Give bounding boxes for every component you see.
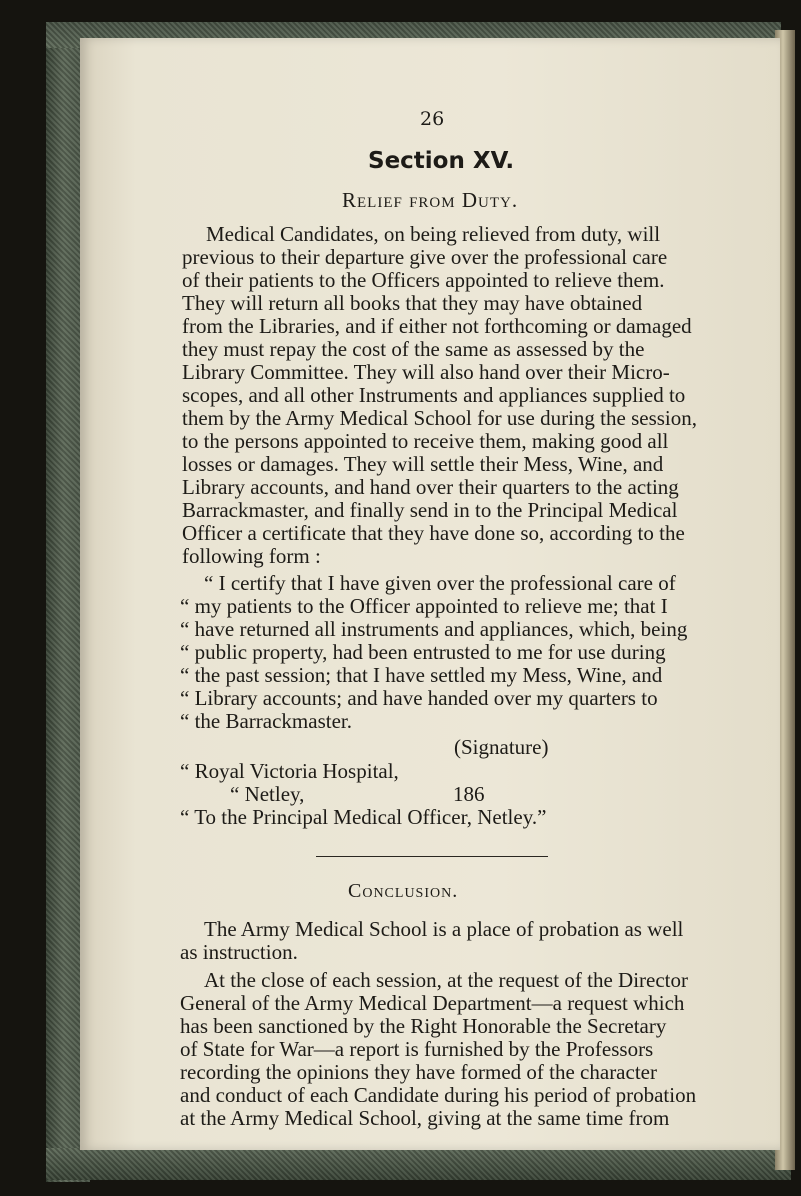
- text-line: Officer a certificate that they have done so, according to the: [182, 521, 685, 545]
- text-line: them by the Army Medical School for use during the session,: [182, 406, 698, 430]
- certificate-line: “ the past session; that I have settled my Mess, Wine, and: [180, 663, 663, 687]
- section-divider: [316, 856, 548, 857]
- text-line: recording the opinions they have formed of the character: [180, 1060, 657, 1084]
- text-line: has been sanctioned by the Right Honorable the Secretary: [180, 1014, 667, 1038]
- text-line: losses or damages. They will settle their Mess, Wine, and: [182, 452, 664, 476]
- text-line: Library accounts, and hand over their quarters to the acting: [182, 475, 679, 499]
- certificate-line: “ have returned all instruments and appliances, which, being: [180, 617, 688, 641]
- text-line: at the Army Medical School, giving at the same time from: [180, 1106, 670, 1130]
- certificate-line: “ I certify that I have given over the professional care of: [204, 571, 676, 595]
- certificate-line: “ Library accounts; and have handed over my quarters to: [180, 686, 658, 710]
- text-line: they must repay the cost of the same as assessed by the: [182, 337, 645, 361]
- text-line: They will return all books that they may have obtained: [182, 291, 643, 315]
- text-line: following form :: [182, 544, 321, 568]
- text-line: Barrackmaster, and finally send in to the Principal Medical: [182, 498, 678, 522]
- certificate-line: “ the Barrackmaster.: [180, 709, 352, 733]
- address-line: “ To the Principal Medical Officer, Netley.”: [180, 805, 547, 829]
- page-number: 26: [420, 108, 445, 130]
- text-line: as instruction.: [180, 940, 298, 964]
- year-blank: 186: [453, 782, 485, 806]
- signature-label: (Signature): [454, 735, 549, 759]
- address-line: “ Royal Victoria Hospital,: [180, 759, 399, 783]
- text-line: At the close of each session, at the request of the Director: [204, 968, 688, 992]
- text-line: previous to their departure give over the professional care: [182, 245, 668, 269]
- text-line: and conduct of each Candidate during his period of probation: [180, 1083, 697, 1107]
- text-line: scopes, and all other Instruments and appliances supplied to: [182, 383, 686, 407]
- text-line: of State for War—a report is furnished by the Professors: [180, 1037, 654, 1061]
- subsection-title: Relief from Duty.: [342, 188, 519, 212]
- certificate-line: “ my patients to the Officer appointed to relieve me; that I: [180, 594, 668, 618]
- certificate-line: “ public property, had been entrusted to me for use during: [180, 640, 666, 664]
- text-line: from the Libraries, and if either not forthcoming or damaged: [182, 314, 692, 338]
- text-line: Medical Candidates, on being relieved from duty, will: [206, 222, 661, 246]
- conclusion-title: Conclusion.: [348, 880, 459, 902]
- section-title: Section XV.: [368, 148, 515, 174]
- text-line: Library Committee. They will also hand over their Micro-: [182, 360, 670, 384]
- text-line: The Army Medical School is a place of probation as well: [204, 917, 684, 941]
- paper-page: [80, 38, 780, 1150]
- book-binding-bottom: [46, 1148, 791, 1180]
- address-line: “ Netley,: [230, 782, 305, 806]
- text-line: to the persons appointed to receive them, making good all: [182, 429, 669, 453]
- text-line: of their patients to the Officers appointed to relieve them.: [182, 268, 665, 292]
- text-line: General of the Army Medical Department—a request which: [180, 991, 685, 1015]
